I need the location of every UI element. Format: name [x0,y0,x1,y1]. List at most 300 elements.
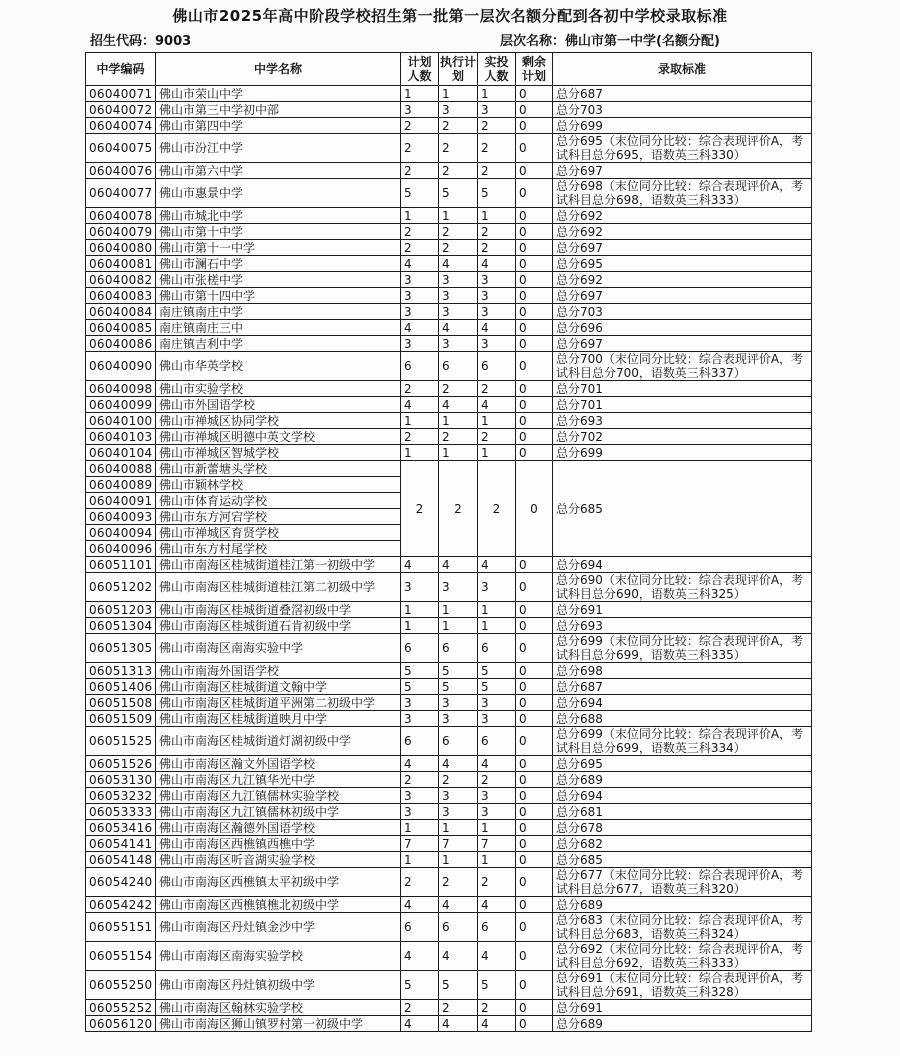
cell-planned-count: 1 [401,445,439,461]
cell-actual-count: 3 [478,304,516,320]
cell-school-code: 06055151 [86,913,156,942]
cell-remaining-plan: 0 [516,86,553,102]
header-row [86,53,812,86]
cell-executed-plan: 5 [439,663,478,679]
cell-actual-count: 1 [478,852,516,868]
cell-remaining-plan: 0 [516,461,553,557]
cell-school-name: 佛山市南海区西樵镇西樵中学 [156,836,401,852]
cell-admission-standard: 总分692 [553,208,812,224]
col-header-remaining-plan: 剩余计划 [516,53,553,86]
cell-school-name: 南庄镇吉利中学 [156,336,401,352]
page-title: 佛山市2025年高中阶段学校招生第一批第一层次名额分配到各初中学校录取标准 [172,7,728,25]
table-row [86,413,812,429]
col-header-executed-plan: 执行计划 [439,53,478,86]
table-row [86,897,812,913]
cell-remaining-plan: 0 [516,304,553,320]
table-row [86,381,812,397]
cell-school-name: 佛山市南海区听音湖实验学校 [156,852,401,868]
cell-executed-plan: 6 [439,634,478,663]
cell-actual-count: 5 [478,971,516,1000]
cell-admission-standard: 总分689 [553,772,812,788]
table-row [86,134,812,163]
cell-school-name: 佛山市体育运动学校 [156,493,401,509]
cell-remaining-plan: 0 [516,942,553,971]
cell-planned-count: 3 [401,804,439,820]
cell-school-name: 佛山市南海区西樵镇太平初级中学 [156,868,401,897]
cell-remaining-plan: 0 [516,118,553,134]
cell-school-name: 佛山市东方河宕学校 [156,509,401,525]
cell-executed-plan: 4 [439,1016,478,1032]
cell-actual-count: 1 [478,413,516,429]
cell-admission-standard: 总分683（末位同分比较：综合表现评价A，考试科目总分683，语数英三科324） [553,913,812,942]
cell-planned-count: 6 [401,727,439,756]
cell-planned-count: 5 [401,971,439,1000]
cell-school-code: 06040086 [86,336,156,352]
cell-remaining-plan: 0 [516,557,553,573]
cell-admission-standard: 总分692 [553,272,812,288]
table-row [86,179,812,208]
admission-standards-table [85,52,812,1032]
cell-school-code: 06053416 [86,820,156,836]
cell-admission-standard: 总分698（末位同分比较：综合表现评价A，考试科目总分698，语数英三科333） [553,179,812,208]
table-row [86,913,812,942]
cell-school-name: 南庄镇南庄中学 [156,304,401,320]
cell-remaining-plan: 0 [516,429,553,445]
cell-school-name: 佛山市第六中学 [156,163,401,179]
cell-planned-count: 6 [401,352,439,381]
cell-actual-count: 3 [478,695,516,711]
table-row [86,304,812,320]
cell-school-name: 佛山市南海区瀚德外国语学校 [156,820,401,836]
cell-admission-standard: 总分682 [553,836,812,852]
cell-actual-count: 2 [478,224,516,240]
cell-school-name: 佛山市华英学校 [156,352,401,381]
cell-remaining-plan: 0 [516,727,553,756]
cell-school-code: 06051305 [86,634,156,663]
cell-admission-standard: 总分690（末位同分比较：综合表现评价A，考试科目总分690，语数英三科325） [553,573,812,602]
cell-actual-count: 4 [478,320,516,336]
cell-actual-count: 2 [478,429,516,445]
table-row [86,352,812,381]
cell-planned-count: 3 [401,102,439,118]
cell-planned-count: 3 [401,288,439,304]
cell-school-name: 佛山市城北中学 [156,208,401,224]
cell-remaining-plan: 0 [516,320,553,336]
cell-executed-plan: 4 [439,256,478,272]
cell-planned-count: 2 [401,134,439,163]
cell-admission-standard: 总分692（末位同分比较：综合表现评价A，考试科目总分692，语数英三科333） [553,942,812,971]
cell-actual-count: 1 [478,820,516,836]
cell-planned-count: 3 [401,788,439,804]
table-row [86,1000,812,1016]
table-row [86,445,812,461]
cell-school-name: 佛山市南海区狮山镇罗村第一初级中学 [156,1016,401,1032]
cell-admission-standard: 总分699（末位同分比较：综合表现评价A，考试科目总分699，语数英三科334） [553,727,812,756]
cell-admission-standard: 总分699 [553,445,812,461]
cell-actual-count: 2 [478,134,516,163]
cell-school-code: 06040074 [86,118,156,134]
cell-school-code: 06051202 [86,573,156,602]
cell-remaining-plan: 0 [516,179,553,208]
cell-actual-count: 4 [478,256,516,272]
cell-planned-count: 2 [401,118,439,134]
cell-school-code: 06040077 [86,179,156,208]
cell-school-name: 佛山市南海区瀚文外国语学校 [156,756,401,772]
cell-planned-count: 5 [401,179,439,208]
cell-school-code: 06053232 [86,788,156,804]
cell-actual-count: 4 [478,756,516,772]
cell-remaining-plan: 0 [516,836,553,852]
cell-admission-standard: 总分701 [553,397,812,413]
cell-actual-count: 7 [478,836,516,852]
cell-remaining-plan: 0 [516,663,553,679]
cell-admission-standard: 总分678 [553,820,812,836]
table-row-group-school [86,461,812,477]
cell-school-code: 06054242 [86,897,156,913]
cell-actual-count: 6 [478,352,516,381]
cell-executed-plan: 3 [439,695,478,711]
cell-planned-count: 6 [401,634,439,663]
cell-school-code: 06040096 [86,541,156,557]
table-row [86,320,812,336]
cell-executed-plan: 2 [439,118,478,134]
cell-executed-plan: 2 [439,163,478,179]
table-row [86,256,812,272]
cell-school-code: 06040071 [86,86,156,102]
cell-actual-count: 6 [478,727,516,756]
table-row [86,852,812,868]
table-row [86,336,812,352]
cell-school-name: 佛山市南海区九江镇儒林实验学校 [156,788,401,804]
cell-executed-plan: 1 [439,852,478,868]
cell-planned-count: 1 [401,602,439,618]
cell-school-name: 佛山市新蕾塘头学校 [156,461,401,477]
cell-actual-count: 2 [478,118,516,134]
cell-remaining-plan: 0 [516,445,553,461]
cell-school-code: 06051526 [86,756,156,772]
cell-school-code: 06051101 [86,557,156,573]
cell-executed-plan: 1 [439,618,478,634]
cell-remaining-plan: 0 [516,897,553,913]
cell-school-name: 佛山市第十中学 [156,224,401,240]
cell-actual-count: 4 [478,942,516,971]
cell-planned-count: 3 [401,336,439,352]
cell-planned-count: 2 [401,868,439,897]
admission-code [90,30,191,49]
cell-school-name: 佛山市南海区翰林实验学校 [156,1000,401,1016]
cell-executed-plan: 2 [439,1000,478,1016]
cell-school-name: 佛山市南海区九江镇华光中学 [156,772,401,788]
cell-admission-standard: 总分692 [553,224,812,240]
cell-school-name: 佛山市南海区九江镇儒林初级中学 [156,804,401,820]
cell-executed-plan: 4 [439,897,478,913]
cell-remaining-plan: 0 [516,913,553,942]
cell-admission-standard: 总分687 [553,86,812,102]
cell-remaining-plan: 0 [516,102,553,118]
cell-admission-standard: 总分697 [553,240,812,256]
cell-admission-standard: 总分689 [553,1016,812,1032]
cell-executed-plan: 3 [439,788,478,804]
cell-school-code: 06054148 [86,852,156,868]
cell-executed-plan: 2 [439,381,478,397]
level-name-label: 层次名称： [500,34,566,49]
cell-planned-count: 1 [401,413,439,429]
cell-admission-standard: 总分685 [553,461,812,557]
cell-school-code: 06056120 [86,1016,156,1032]
cell-admission-standard: 总分701 [553,381,812,397]
table-row [86,118,812,134]
cell-planned-count: 4 [401,1016,439,1032]
cell-admission-standard: 总分697 [553,288,812,304]
cell-planned-count: 1 [401,86,439,102]
table-row [86,711,812,727]
cell-executed-plan: 1 [439,208,478,224]
cell-actual-count: 1 [478,602,516,618]
cell-school-code: 06051525 [86,727,156,756]
cell-actual-count: 3 [478,336,516,352]
cell-school-name: 佛山市第三中学初中部 [156,102,401,118]
cell-actual-count: 2 [478,163,516,179]
cell-planned-count: 3 [401,573,439,602]
cell-school-code: 06040100 [86,413,156,429]
cell-school-code: 06040091 [86,493,156,509]
cell-planned-count: 2 [401,1000,439,1016]
cell-school-name: 南庄镇南庄三中 [156,320,401,336]
cell-actual-count: 4 [478,397,516,413]
cell-planned-count: 3 [401,711,439,727]
cell-school-name: 佛山市外国语学校 [156,397,401,413]
cell-school-name: 佛山市第四中学 [156,118,401,134]
cell-planned-count: 4 [401,942,439,971]
cell-planned-count: 2 [401,461,439,557]
table-row [86,727,812,756]
table-row [86,756,812,772]
cell-planned-count: 2 [401,381,439,397]
cell-admission-standard: 总分694 [553,695,812,711]
cell-planned-count: 7 [401,836,439,852]
cell-actual-count: 4 [478,1016,516,1032]
cell-actual-count: 3 [478,711,516,727]
cell-school-code: 06040088 [86,461,156,477]
cell-school-code: 06054141 [86,836,156,852]
cell-executed-plan: 7 [439,836,478,852]
cell-school-name: 佛山市禅城区协同学校 [156,413,401,429]
cell-school-name: 佛山市南海区丹灶镇金沙中学 [156,913,401,942]
cell-remaining-plan: 0 [516,397,553,413]
cell-school-code: 06055252 [86,1000,156,1016]
cell-school-name: 佛山市南海区桂城街道石肯初级中学 [156,618,401,634]
cell-remaining-plan: 0 [516,971,553,1000]
cell-school-name: 佛山市南海区桂城街道桂江第二初级中学 [156,573,401,602]
table-row [86,397,812,413]
cell-planned-count: 2 [401,163,439,179]
cell-executed-plan: 3 [439,804,478,820]
table-row [86,240,812,256]
cell-school-code: 06040083 [86,288,156,304]
cell-executed-plan: 5 [439,679,478,695]
cell-planned-count: 5 [401,679,439,695]
cell-executed-plan: 4 [439,557,478,573]
cell-school-code: 06051509 [86,711,156,727]
cell-remaining-plan: 0 [516,679,553,695]
cell-school-name: 佛山市南海区桂城街道映月中学 [156,711,401,727]
cell-actual-count: 1 [478,86,516,102]
cell-planned-count: 1 [401,820,439,836]
cell-school-code: 06040084 [86,304,156,320]
table-row [86,557,812,573]
cell-executed-plan: 1 [439,445,478,461]
table-row [86,820,812,836]
cell-school-name: 佛山市南海区南海实验中学 [156,634,401,663]
cell-executed-plan: 3 [439,336,478,352]
cell-actual-count: 2 [478,772,516,788]
cell-executed-plan: 1 [439,602,478,618]
cell-school-name: 佛山市南海区桂城街道桂江第一初级中学 [156,557,401,573]
cell-remaining-plan: 0 [516,634,553,663]
cell-planned-count: 4 [401,897,439,913]
cell-school-name: 佛山市南海区桂城街道文翰中学 [156,679,401,695]
cell-remaining-plan: 0 [516,573,553,602]
cell-remaining-plan: 0 [516,756,553,772]
cell-admission-standard: 总分697 [553,336,812,352]
cell-school-name: 佛山市禅城区明德中英文学校 [156,429,401,445]
table-row [86,86,812,102]
cell-school-code: 06040090 [86,352,156,381]
cell-actual-count: 3 [478,573,516,602]
cell-planned-count: 2 [401,429,439,445]
cell-executed-plan: 3 [439,102,478,118]
cell-school-code: 06040075 [86,134,156,163]
cell-actual-count: 2 [478,381,516,397]
cell-remaining-plan: 0 [516,820,553,836]
cell-admission-standard: 总分703 [553,304,812,320]
cell-school-name: 佛山市南海区桂城街道叠滘初级中学 [156,602,401,618]
cell-executed-plan: 3 [439,304,478,320]
cell-school-name: 佛山市惠景中学 [156,179,401,208]
cell-admission-standard: 总分691（末位同分比较：综合表现评价A，考试科目总分691，语数英三科328） [553,971,812,1000]
cell-actual-count: 3 [478,102,516,118]
col-header-admission-standard: 录取标准 [553,53,812,86]
col-header-planned-count: 计划人数 [401,53,439,86]
cell-school-name: 佛山市南海区西樵镇樵北初级中学 [156,897,401,913]
cell-remaining-plan: 0 [516,788,553,804]
cell-remaining-plan: 0 [516,336,553,352]
cell-school-code: 06040072 [86,102,156,118]
table-row [86,288,812,304]
cell-actual-count: 2 [478,240,516,256]
cell-admission-standard: 总分700（末位同分比较：综合表现评价A，考试科目总分700，语数英三科337） [553,352,812,381]
table-row [86,836,812,852]
cell-remaining-plan: 0 [516,208,553,224]
cell-admission-standard: 总分677（末位同分比较：综合表现评价A，考试科目总分677，语数英三科320） [553,868,812,897]
cell-actual-count: 1 [478,618,516,634]
cell-planned-count: 2 [401,772,439,788]
cell-admission-standard: 总分694 [553,788,812,804]
cell-actual-count: 6 [478,913,516,942]
cell-school-name: 佛山市南海外国语学校 [156,663,401,679]
cell-actual-count: 4 [478,897,516,913]
admission-code-value: 9003 [155,34,192,49]
cell-actual-count: 3 [478,288,516,304]
cell-executed-plan: 2 [439,429,478,445]
cell-school-code: 06040078 [86,208,156,224]
cell-school-code: 06040099 [86,397,156,413]
table-row [86,573,812,602]
cell-executed-plan: 6 [439,727,478,756]
cell-executed-plan: 6 [439,352,478,381]
cell-school-name: 佛山市荣山中学 [156,86,401,102]
cell-school-code: 06051508 [86,695,156,711]
cell-school-code: 06040076 [86,163,156,179]
cell-actual-count: 1 [478,208,516,224]
table-row [86,224,812,240]
cell-admission-standard: 总分693 [553,618,812,634]
cell-school-code: 06040093 [86,509,156,525]
table-row [86,1016,812,1032]
cell-admission-standard: 总分702 [553,429,812,445]
cell-executed-plan: 6 [439,913,478,942]
cell-school-name: 佛山市南海区桂城街道灯湖初级中学 [156,727,401,756]
cell-executed-plan: 1 [439,86,478,102]
cell-school-code: 06040103 [86,429,156,445]
cell-actual-count: 2 [478,461,516,557]
cell-executed-plan: 3 [439,711,478,727]
cell-executed-plan: 2 [439,134,478,163]
cell-school-code: 06040085 [86,320,156,336]
cell-school-name: 佛山市张槎中学 [156,272,401,288]
cell-planned-count: 2 [401,224,439,240]
cell-actual-count: 5 [478,179,516,208]
cell-planned-count: 1 [401,618,439,634]
cell-school-name: 佛山市南海区丹灶镇初级中学 [156,971,401,1000]
table-row [86,788,812,804]
cell-admission-standard: 总分693 [553,413,812,429]
admission-code-label: 招生代码： [90,34,156,49]
cell-admission-standard: 总分689 [553,897,812,913]
table-row [86,272,812,288]
table-row [86,634,812,663]
table-row [86,971,812,1000]
cell-school-code: 06040082 [86,272,156,288]
cell-admission-standard: 总分687 [553,679,812,695]
cell-planned-count: 3 [401,304,439,320]
level-name-value: 佛山市第一中学(名额分配) [565,34,720,49]
cell-admission-standard: 总分699 [553,118,812,134]
meta-line [0,30,900,48]
cell-school-name: 佛山市禅城区智城学校 [156,445,401,461]
cell-school-code: 06051203 [86,602,156,618]
cell-executed-plan: 1 [439,820,478,836]
cell-remaining-plan: 0 [516,772,553,788]
cell-admission-standard: 总分695 [553,256,812,272]
cell-remaining-plan: 0 [516,352,553,381]
cell-school-code: 06055154 [86,942,156,971]
cell-actual-count: 5 [478,679,516,695]
cell-executed-plan: 1 [439,413,478,429]
cell-school-name: 佛山市东方村尾学校 [156,541,401,557]
cell-executed-plan: 2 [439,461,478,557]
cell-admission-standard: 总分688 [553,711,812,727]
cell-actual-count: 3 [478,788,516,804]
cell-actual-count: 4 [478,557,516,573]
cell-remaining-plan: 0 [516,288,553,304]
cell-remaining-plan: 0 [516,240,553,256]
cell-executed-plan: 5 [439,179,478,208]
cell-actual-count: 3 [478,804,516,820]
cell-school-code: 06053130 [86,772,156,788]
cell-planned-count: 5 [401,663,439,679]
cell-school-code: 06040098 [86,381,156,397]
